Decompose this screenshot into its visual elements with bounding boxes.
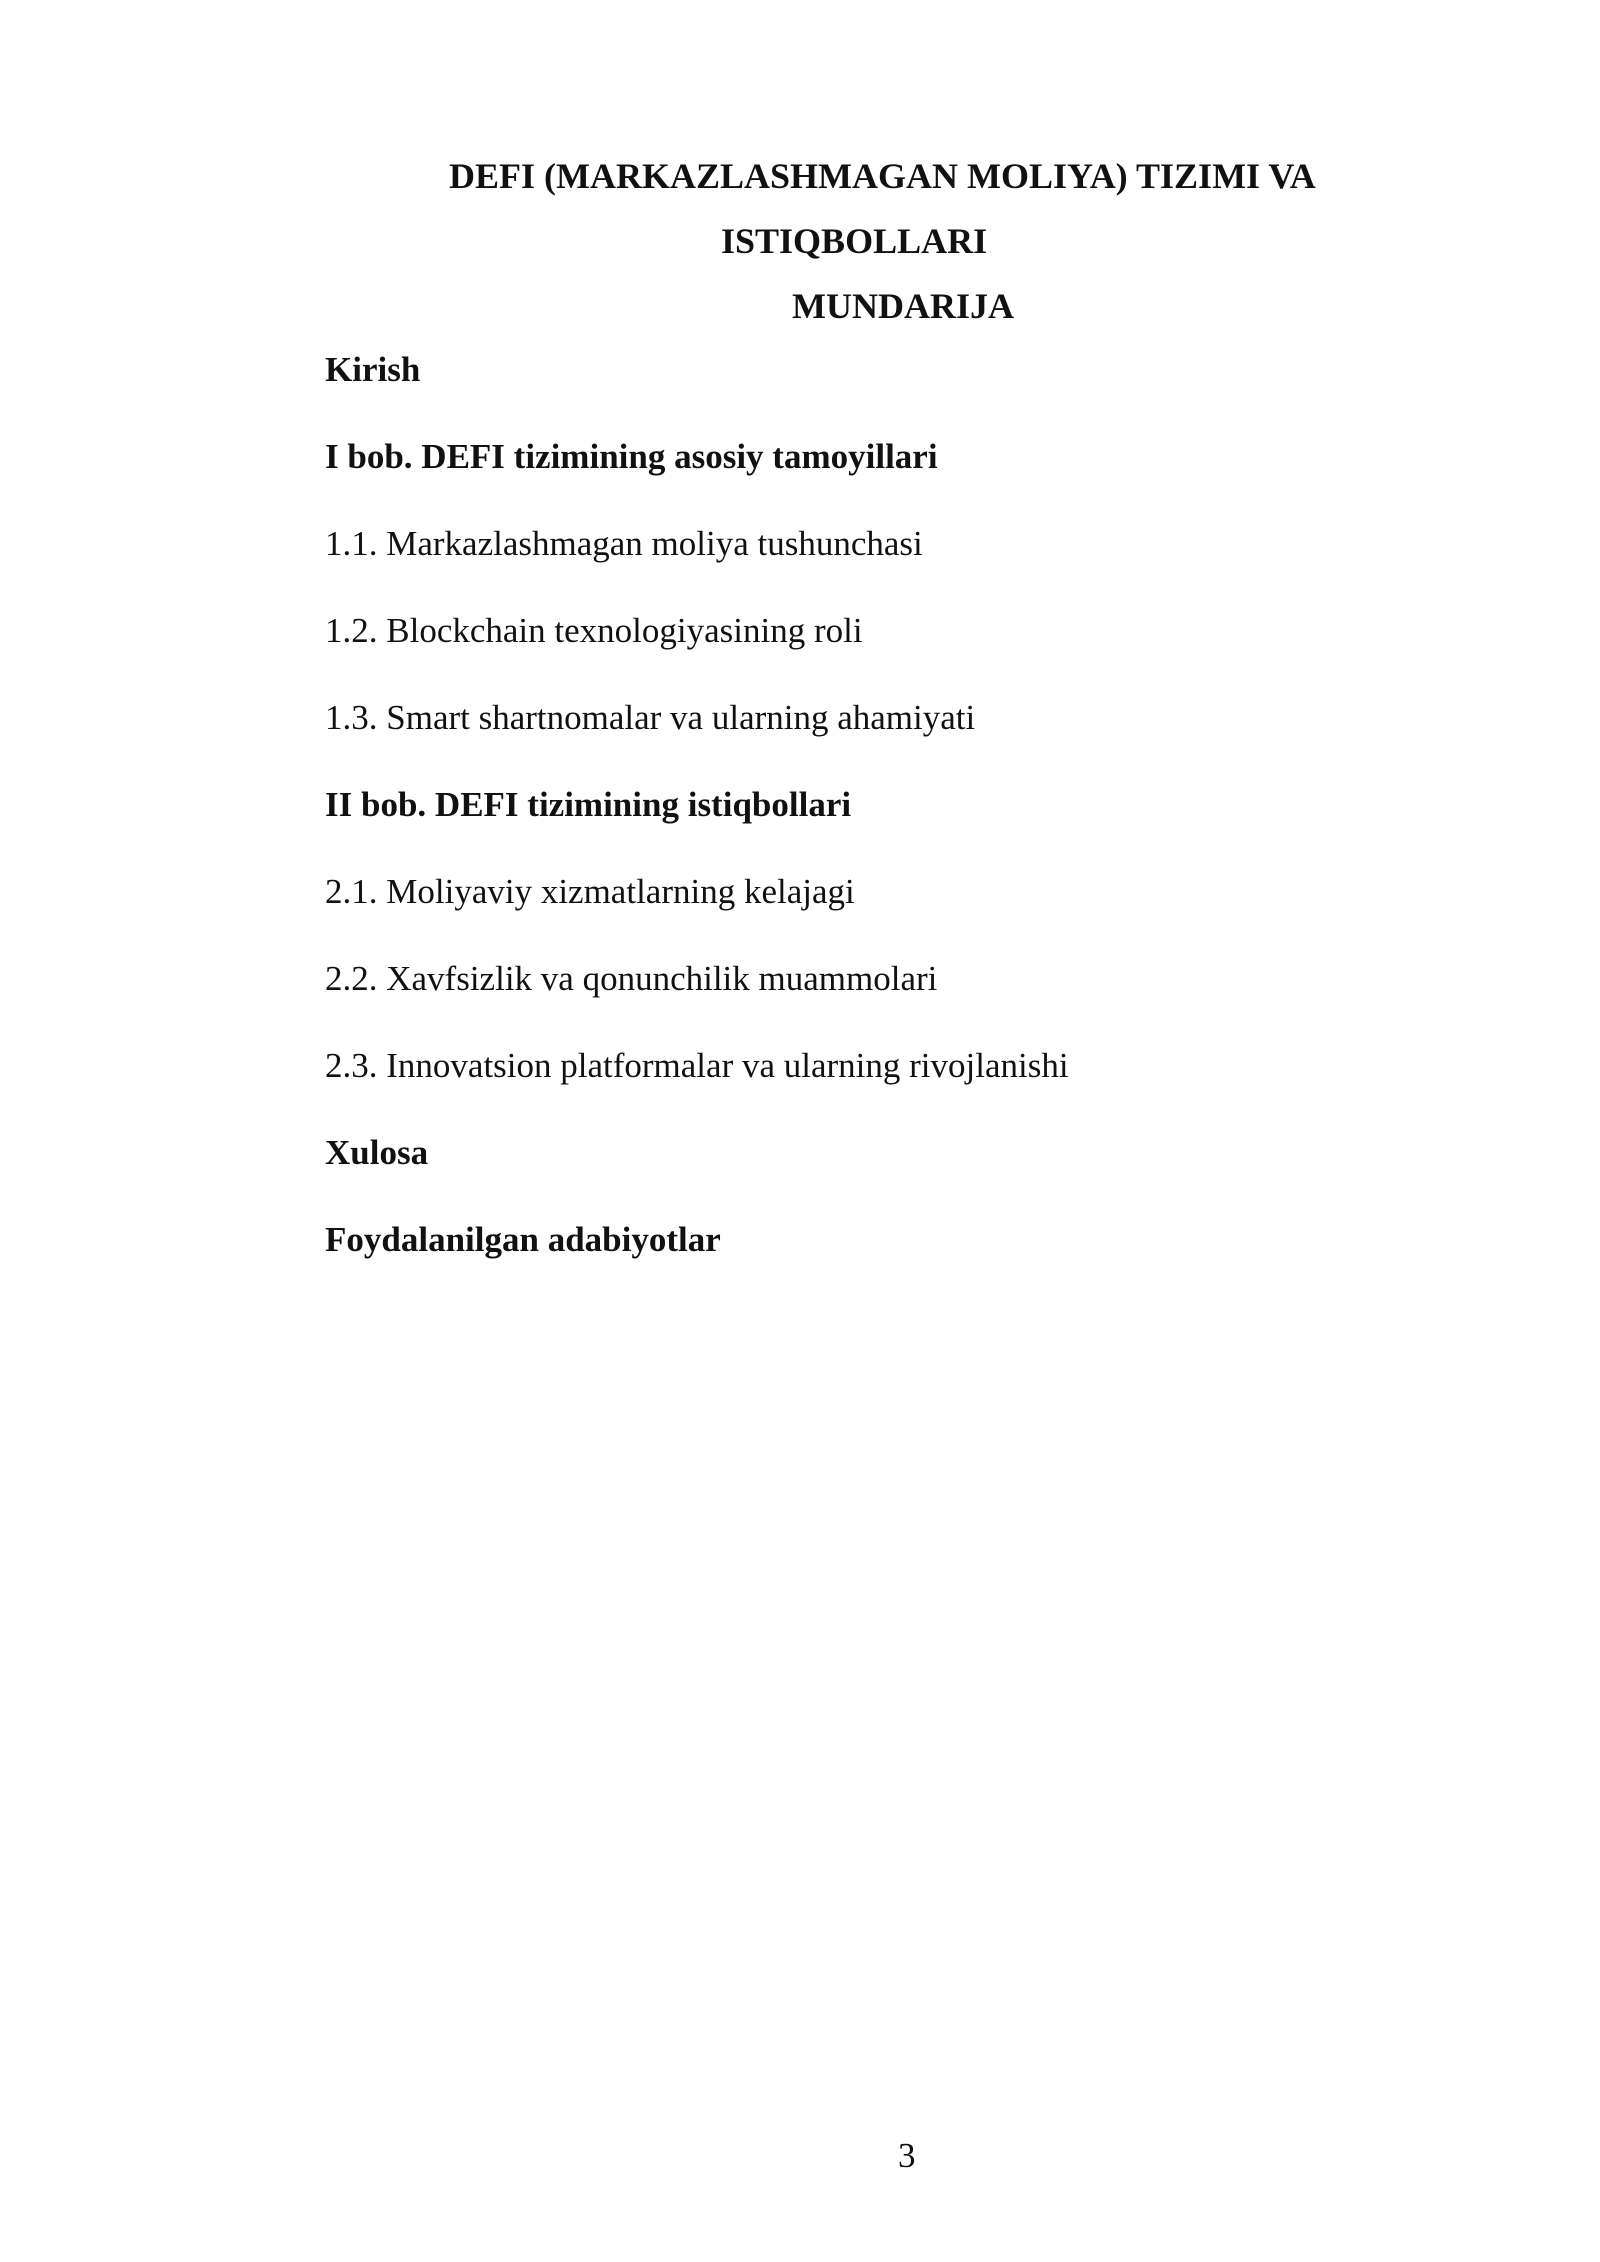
- toc-item-section-2-3: 2.3. Innovatsion platformalar va ularning rivojlanishi: [325, 1046, 1069, 1085]
- toc-item-chapter-2: II bob. DEFI tizimining istiqbollari: [325, 785, 852, 824]
- toc-item-section-1-2: 1.2. Blockchain texnologiyasining roli: [325, 611, 863, 650]
- toc-item-references: Foydalanilgan adabiyotlar: [325, 1220, 721, 1259]
- toc-item-section-1-3: 1.3. Smart shartnomalar va ularning ahamiyati: [325, 698, 976, 737]
- toc-item-introduction: Kirish: [325, 350, 421, 389]
- page-number: 3: [898, 2136, 916, 2175]
- toc-item-chapter-1: I bob. DEFI tizimining asosiy tamoyillari: [325, 437, 938, 476]
- contents-heading: MUNDARIJA: [792, 286, 1014, 326]
- toc-item-conclusion: Xulosa: [325, 1133, 429, 1172]
- toc-item-section-2-2: 2.2. Xavfsizlik va qonunchilik muammolari: [325, 959, 938, 998]
- document-title-line-2: ISTIQBOLLARI: [721, 221, 988, 261]
- table-of-contents: [325, 352, 1069, 1309]
- document-title-line-1: DEFI (MARKAZLASHMAGAN MOLIYA) TIZIMI VA: [449, 156, 1316, 196]
- toc-item-section-2-1: 2.1. Moliyaviy xizmatlarning kelajagi: [325, 872, 855, 911]
- toc-item-section-1-1: 1.1. Markazlashmagan moliya tushunchasi: [325, 524, 923, 563]
